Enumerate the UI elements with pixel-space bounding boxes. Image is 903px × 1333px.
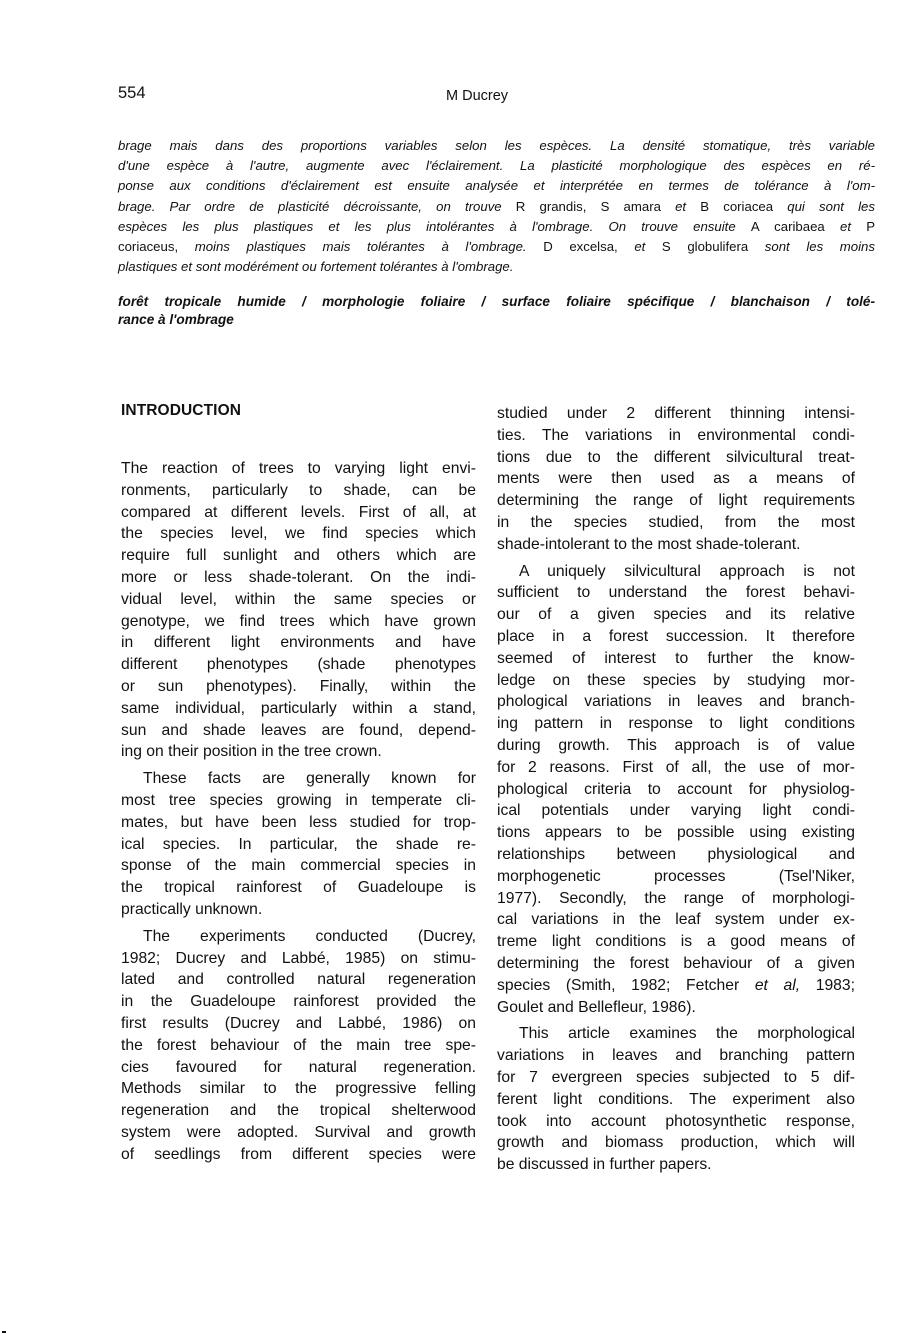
text-line: ical potentials under varying light condi- [497,802,855,820]
citation-etal: et al, [754,976,801,994]
text-line: place in a forest succession. It therefore [497,627,855,645]
text-line: first results (Ducrey and Labbé, 1986) on [121,1014,476,1032]
keywords-line: forêt tropicale humide / morphologie foliaire / surface foliaire spécifique / blanchaison / tolé- [118,294,875,309]
text-line: in different light environments and have [121,634,476,652]
text-line [497,975,855,997]
text-line: ing pattern in response to light conditions [497,715,855,733]
text-line: ferent light conditions. The experiment also [497,1090,855,1108]
text-line: the tropical rainforest of Guadeloupe is [121,879,476,897]
text-line: sufficient to understand the forest behavi- [497,584,855,602]
abstract-line: brage mais dans des proportions variables selon les espèces. La densité stomatique, très variable [118,138,875,153]
text-line: Goulet and Bellefleur, 1986). [497,998,696,1016]
text-line: relationships between physiological and [497,845,855,863]
abstract-line: ponse aux conditions d'éclairement est ensuite analysée et interprétée en termes de tolérance à l'om- [118,178,875,194]
text-line: system were adopted. Survival and growth [121,1123,476,1141]
text-line: ments were then used as a means of [497,470,855,488]
text-line: genotype, we find trees which have grown [121,612,476,630]
text-line: sun and shade leaves are found, depend- [121,721,476,739]
text-line: in the Guadeloupe rainforest provided the [121,993,476,1011]
text-line: The reaction of trees to varying light envi- [121,460,476,477]
text-line: during growth. This approach is of value [497,736,855,754]
keywords-line: rance à l'ombrage [118,312,234,327]
text-line: treme light conditions is a good means of [497,933,855,951]
text-line: cies favoured for natural regeneration. [121,1058,476,1076]
species-name: D excelsa, [543,238,635,254]
text-line: The experiments conducted (Ducrey, [143,927,476,945]
text-line: cal variations in the leaf system under ex- [497,911,855,929]
species-name: S globulifera [661,238,765,254]
keywords [118,293,875,329]
text-line: for 7 evergreen species subjected to 5 dif- [497,1068,855,1086]
abstract-line [118,197,875,217]
text-line: These facts are generally known for [143,770,476,788]
text-line: different phenotypes (shade phenotypes [121,656,476,674]
species-name: A caribaea [750,218,840,234]
text-line: lated and controlled natural regeneration [121,971,476,989]
running-head: M Ducrey [446,88,509,104]
text-line: require full sunlight and others which are [121,547,476,565]
text-line: A uniquely silvicultural approach is not [519,562,855,580]
text-fragment: 1983; [800,976,855,994]
text-line: tions appears to be possible using existing [497,824,855,842]
text-line: most tree species growing in temperate cli- [121,791,476,809]
right-column [497,403,855,1176]
text-line: phological criteria to account for physiolog- [497,780,855,798]
text-line: more or less shade-tolerant. On the indi- [121,568,476,586]
abstract-line: plastiques et sont modérément ou fortement tolérantes à l'ombrage. [118,259,514,275]
abstract-french [118,136,875,277]
text-line: ical species. In particular, the shade re- [121,835,476,853]
abstract-text: moins plastiques mais tolérantes à l'ombrage. [194,238,544,254]
text-line: our of a given species and its relative [497,606,855,624]
text-line: Methods similar to the progressive felling [121,1080,476,1098]
text-line: ronments, particularly to shade, can be [121,481,476,499]
text-line: the species level, we find species which [121,525,476,543]
text-line: 1977). Secondly, the range of morphologi- [497,889,855,907]
text-line: the forest behaviour of the main tree spe- [121,1036,476,1054]
text-line: practically unknown. [121,900,263,918]
text-line: same individual, particularly within a stand, [121,699,476,717]
text-line: vidual level, within the same species or [121,590,476,608]
text-fragment: species (Smith, 1982; Fetcher [497,976,755,994]
text-line: studied under 2 different thinning intensi- [497,405,855,422]
text-line: This article examines the morphological [519,1025,855,1043]
text-line: variations in leaves and branching pattern [497,1047,855,1065]
text-line: of seedlings from different species were [121,1145,476,1163]
text-line: tions due to the different silvicultural treat- [497,448,855,466]
species-name: B coriacea [700,198,788,214]
text-line: in the species studied, from the most [497,513,855,531]
text-line: determining the forest behaviour of a given [497,954,855,972]
abstract-text: qui sont les [787,198,875,214]
section-title: INTRODUCTION [121,402,242,419]
text-line: ing on their position in the tree crown. [121,743,382,761]
text-line: be discussed in further papers. [497,1156,712,1174]
text-line: phological variations in leaves and branch- [497,693,855,711]
species-name: coriaceus, [118,238,195,254]
text-line: seemed of interest to further the know- [497,649,855,667]
text-line: ties. The variations in environmental condi- [497,426,855,444]
abstract-line [118,237,875,257]
abstract-text: et [634,238,662,254]
abstract-line [118,217,875,237]
text-line: morphogenetic processes (Tsel'Niker, [497,867,855,885]
text-line: shade-intolerant to the most shade-tolerant. [497,535,801,553]
abstract-line: d'une espèce à l'autre, augmente avec l'éclairement. La plasticité morphologique des espèces en ré- [118,158,875,174]
page-number: 554 [118,84,146,102]
text-line: sponse of the main commercial species in [121,857,476,875]
text-line: for 2 reasons. First of all, the use of mor- [497,758,855,776]
text-line: determining the range of light requirements [497,492,855,510]
text-line: or sun phenotypes). Finally, within the [121,677,476,695]
abstract-text: brage. Par ordre de plasticité décroissante, on trouve [118,198,516,214]
text-line: 1982; Ducrey and Labbé, 1985) on stimu- [121,949,476,967]
text-line: growth and biomass production, which will [497,1134,855,1152]
left-column [121,458,476,1166]
abstract-text: et [675,198,701,214]
abstract-text: et [839,218,867,234]
abstract-text: sont les moins [764,238,875,254]
text-line: ledge on these species by studying mor- [497,671,855,689]
text-line: took into account photosynthetic response, [497,1112,855,1130]
abstract-text: espèces les plus plastiques et les plus intolérantes à l'ombrage. On trouve ensuite [118,218,751,234]
species-name: P [866,218,875,234]
species-names: R grandis, S amara [515,198,676,214]
text-line: regeneration and the tropical shelterwood [121,1102,476,1120]
text-line: compared at different levels. First of all, at [121,503,476,521]
text-line: mates, but have been less studied for trop- [121,813,476,831]
